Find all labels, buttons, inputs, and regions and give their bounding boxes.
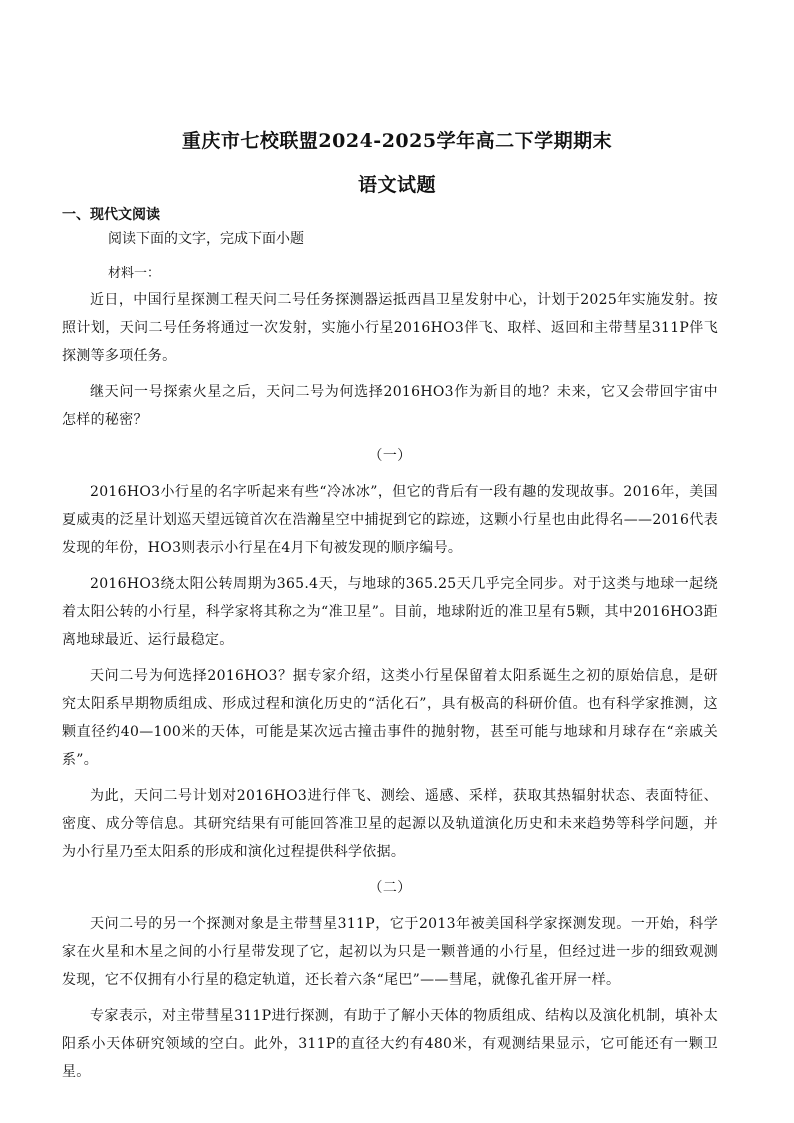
reading-instruction: 阅读下面的文字，完成下面小题 <box>108 231 304 247</box>
part-heading: （二） <box>368 880 412 896</box>
part-heading: （一） <box>368 448 412 464</box>
paragraph: 近日，中国行星探测工程天问二号任务探测器运抵西昌卫星发射中心，计划于2025年实施发射。按照计划，天问二号任务将通过一次发射，实施小行星2016HO3伴飞、取样、返回和主带彗星311P伴飞探测等多项任务。 <box>62 292 718 364</box>
paragraph: 2016HO3小行星的名字听起来有些“冷冰冰”，但它的背后有一段有趣的发现故事。2016年，美国夏威夷的泛星计划巡天望远镜首次在浩瀚星空中捕捉到它的踪迹，这颗小行星也由此得名——2016代表发现的年份，HO3则表示小行星在4月下旬被发现的顺序编号。 <box>62 484 718 556</box>
paragraph: 专家表示，对主带彗星311P进行探测，有助于了解小天体的物质组成、结构以及演化机制，填补太阳系小天体研究领域的空白。此外，311P的直径大约有480米，有观测结果显示，它可能还有一颗卫星。 <box>62 1008 718 1080</box>
paragraph: 继天问一号探索火星之后，天问二号为何选择2016HO3作为新目的地？未来，它又会带回宇宙中怎样的秘密？ <box>62 384 718 428</box>
paragraph: 2016HO3绕太阳公转周期为365.4天，与地球的365.25天几乎完全同步。对于这类与地球一起绕着太阳公转的小行星，科学家将其称之为“准卫星”。目前，地球附近的准卫星有5颗，其中2016HO3距离地球最近、运行最稳定。 <box>62 576 718 648</box>
material-label: 材料一： <box>108 266 161 281</box>
paragraph: 为此，天问二号计划对2016HO3进行伴飞、测绘、遥感、采样，获取其热辐射状态、表面特征、密度、成分等信息。其研究结果有可能回答准卫星的起源以及轨道演化历史和未来趋势等科学问题，并为小行星乃至太阳系的形成和演化过程提供科学依据。 <box>62 788 718 860</box>
paragraph: 天问二号为何选择2016HO3？据专家介绍，这类小行星保留着太阳系诞生之初的原始信息，是研究太阳系早期物质组成、形成过程和演化历史的“活化石”，具有极高的科研价值。也有科学家推测，这颗直径约40—100米的天体，可能是某次远古撞击事件的抛射物，甚至可能与地球和月球存在“亲戚关系”。 <box>62 668 718 768</box>
article-body <box>62 286 718 1094</box>
document-subtitle: 语文试题 <box>357 174 436 196</box>
section-heading: 一、现代文阅读 <box>62 207 160 223</box>
document-title: 重庆市七校联盟2024-2025学年高二下学期期末 <box>181 130 613 152</box>
paragraph: 天问二号的另一个探测对象是主带彗星311P，它于2013年被美国科学家探测发现。一开始，科学家在火星和木星之间的小行星带发现了它，起初以为只是一颗普通的小行星，但经过进一步的细致观测发现，它不仅拥有小行星的稳定轨道，还长着六条“尾巴”——彗尾，就像孔雀开屏一样。 <box>62 916 718 988</box>
